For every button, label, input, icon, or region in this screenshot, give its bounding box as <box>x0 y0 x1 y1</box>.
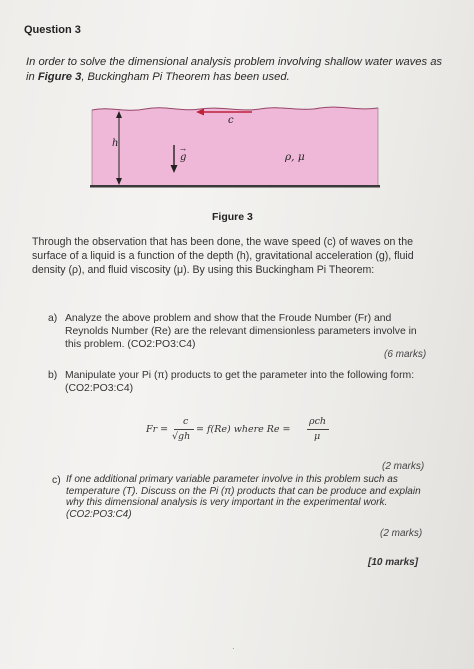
part-c-text <box>66 474 438 520</box>
figure-label-g-text: g <box>180 152 187 163</box>
part-a-line-2: Reynolds Number (Re) are the relevant dimensionless parameters involve in <box>65 326 417 337</box>
formula-numerator: ρch <box>309 416 327 427</box>
total-marks: [10 marks] <box>368 557 419 568</box>
formula-fraction-bar-2 <box>307 429 329 430</box>
formula-fraction-bar-1 <box>174 429 194 430</box>
channel-bed <box>90 185 380 188</box>
intro-line-2 <box>26 70 451 85</box>
figure-label-g <box>180 147 186 163</box>
intro-suffix: , Buckingham Pi Theorem has been used. <box>81 71 290 83</box>
part-b-line-2: (CO2:PO3:C4) <box>65 383 134 394</box>
observation-line-2: surface of a liquid is a function of the depth (h), gravitational acceleration (g), fluid <box>32 250 414 262</box>
question-intro <box>26 55 451 85</box>
part-a-letter: a) <box>48 313 58 324</box>
formula-equals-f: = f(Re) where Re = <box>196 424 291 435</box>
part-b-marks: (2 marks) <box>382 461 425 472</box>
part-c-letter: c) <box>52 475 61 486</box>
formula-c: c <box>183 416 189 427</box>
part-c-line-2: temperature (T). Discuss on the Pi (π) products that can be produce and explain <box>66 485 421 497</box>
formula-fr: Fr = <box>146 424 169 435</box>
formula-denominator: μ <box>314 431 321 442</box>
part-b-text <box>65 369 437 395</box>
intro-prefix: in <box>26 71 38 83</box>
part-b-line-1: Manipulate your Pi (π) products to get the parameter into the following form: <box>65 370 415 381</box>
part-a-line-1: Analyze the above problem and show that the Froude Number (Fr) and <box>65 313 392 324</box>
part-c-line-4: (CO2:PO3:C4) <box>66 508 132 520</box>
part-a-marks: (6 marks) <box>384 349 427 360</box>
question-title: Question 3 <box>24 24 81 36</box>
observation-line-1: Through the observation that has been done, the wave speed (c) of waves on the <box>32 236 414 248</box>
froude-formula <box>146 414 336 450</box>
figure-label-h: h <box>112 138 119 149</box>
part-b-letter: b) <box>48 370 58 381</box>
vector-arrow-icon: → <box>180 146 186 154</box>
part-c-line-1: If one additional primary variable parameter involve in this problem such as <box>66 474 398 485</box>
part-a-text <box>65 312 437 351</box>
figure-label-rho-mu: ρ, μ <box>285 151 305 163</box>
figure-label-c: c <box>228 115 234 126</box>
part-c-marks: (2 marks) <box>380 528 423 539</box>
intro-line-1: In order to solve the dimensional analysis problem involving shallow water waves as <box>26 56 443 68</box>
liquid-body <box>92 107 378 186</box>
formula-sqrt-gh: √gh <box>172 431 191 442</box>
part-a-line-3: this problem. (CO2:PO3:C4) <box>65 339 196 350</box>
observation-line-3: density (ρ), and fluid viscosity (μ). By using this Buckingham Pi Theorem: <box>32 264 375 276</box>
page-mark: · <box>232 644 235 653</box>
figure-3-diagram <box>90 103 380 193</box>
figure-caption: Figure 3 <box>212 211 253 223</box>
intro-figure-ref: Figure 3 <box>37 71 82 83</box>
observation-paragraph <box>32 235 442 277</box>
part-c-line-3: why this dimensional analysis is very important in the experimental work. <box>66 497 388 509</box>
